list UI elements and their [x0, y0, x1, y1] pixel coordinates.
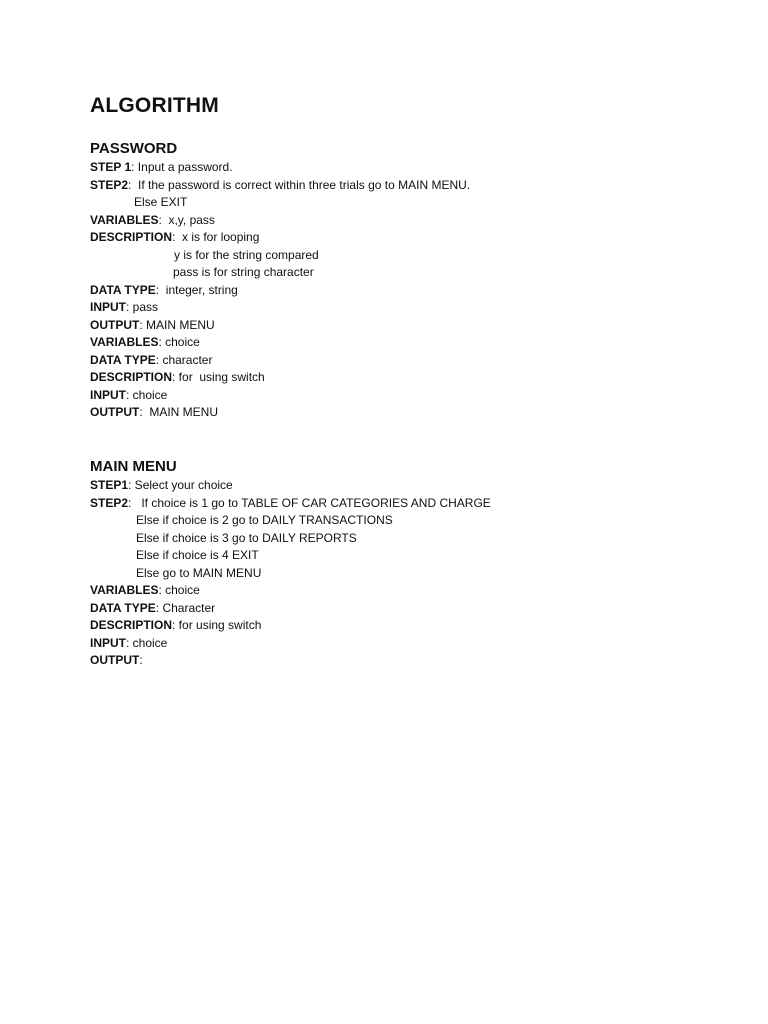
password-input-2	[90, 387, 730, 405]
field-label: INPUT	[90, 387, 126, 402]
field-label: INPUT	[90, 300, 126, 314]
main-menu-step2	[90, 495, 730, 513]
step-text: : If the password is correct within three trials go to MAIN MENU.	[128, 177, 471, 192]
password-step2-else: Else EXIT	[134, 195, 188, 209]
password-description-line2: y is for the string compared	[174, 247, 319, 262]
password-step2	[90, 177, 730, 195]
main-menu-else-1: Else if choice is 2 go to DAILY TRANSACTIONS	[136, 513, 393, 527]
field-value: : choice	[126, 635, 168, 650]
main-menu-else-4: Else go to MAIN MENU	[136, 565, 262, 580]
field-label: DESCRIPTION	[90, 370, 173, 384]
field-value: : choice	[158, 583, 200, 597]
step-text: : Input a password.	[131, 160, 233, 174]
main-menu-datatype	[90, 600, 730, 618]
field-label: VARIABLES	[90, 335, 159, 349]
field-label: OUTPUT	[90, 317, 140, 332]
main-menu-else-2: Else if choice is 3 go to DAILY REPORTS	[136, 530, 357, 545]
password-output	[90, 317, 730, 335]
password-heading: PASSWORD	[90, 140, 178, 157]
main-menu-description	[90, 617, 730, 635]
main-menu-output	[90, 652, 730, 670]
field-value: :	[139, 653, 143, 667]
field-value: : character	[155, 352, 213, 367]
field-label: INPUT	[90, 635, 126, 650]
main-menu-variables	[90, 582, 730, 600]
step-text: : Select your choice	[128, 478, 233, 492]
document-title: ALGORITHM	[90, 94, 219, 117]
main-menu-else-3: Else if choice is 4 EXIT	[136, 548, 259, 562]
password-description-line3: pass is for string character	[173, 265, 314, 279]
password-output-2	[90, 404, 730, 422]
field-label: DATA TYPE	[90, 600, 156, 615]
step-label: STEP2	[90, 177, 129, 192]
password-variables	[90, 212, 730, 230]
field-value: : for using switch	[172, 618, 262, 632]
password-description-2	[90, 369, 730, 387]
field-value: : integer, string	[155, 282, 238, 297]
field-label: OUTPUT	[90, 653, 140, 667]
field-value: : x is for looping	[172, 230, 260, 244]
main-menu-section	[90, 457, 730, 670]
step-label: STEP2	[90, 495, 129, 510]
password-input	[90, 299, 730, 317]
field-label: DATA TYPE	[90, 282, 156, 297]
password-datatype-2	[90, 352, 730, 370]
step-label: STEP 1	[90, 160, 132, 174]
field-value: : Character	[155, 600, 216, 615]
password-step1	[90, 159, 730, 177]
password-variables-2	[90, 334, 730, 352]
field-label: VARIABLES	[90, 583, 159, 597]
field-label: OUTPUT	[90, 405, 140, 419]
field-value: : pass	[126, 300, 159, 314]
field-value: : choice	[158, 335, 200, 349]
step-label: STEP1	[90, 478, 129, 492]
field-value: : x,y, pass	[158, 212, 215, 227]
password-description	[90, 229, 730, 247]
field-label: VARIABLES	[90, 212, 159, 227]
field-value: : MAIN MENU	[139, 317, 215, 332]
field-value: : MAIN MENU	[139, 405, 219, 419]
step-text: : If choice is 1 go to TABLE OF CAR CATEGORIES AND CHARGE	[128, 495, 491, 510]
field-label: DESCRIPTION	[90, 618, 173, 632]
main-menu-input	[90, 635, 730, 653]
password-section	[90, 139, 730, 422]
main-menu-step1	[90, 477, 730, 495]
field-value: : for using switch	[172, 370, 265, 384]
field-label: DESCRIPTION	[90, 230, 173, 244]
main-menu-heading: MAIN MENU	[90, 458, 177, 475]
password-datatype	[90, 282, 730, 300]
field-value: : choice	[126, 387, 168, 402]
field-label: DATA TYPE	[90, 352, 156, 367]
